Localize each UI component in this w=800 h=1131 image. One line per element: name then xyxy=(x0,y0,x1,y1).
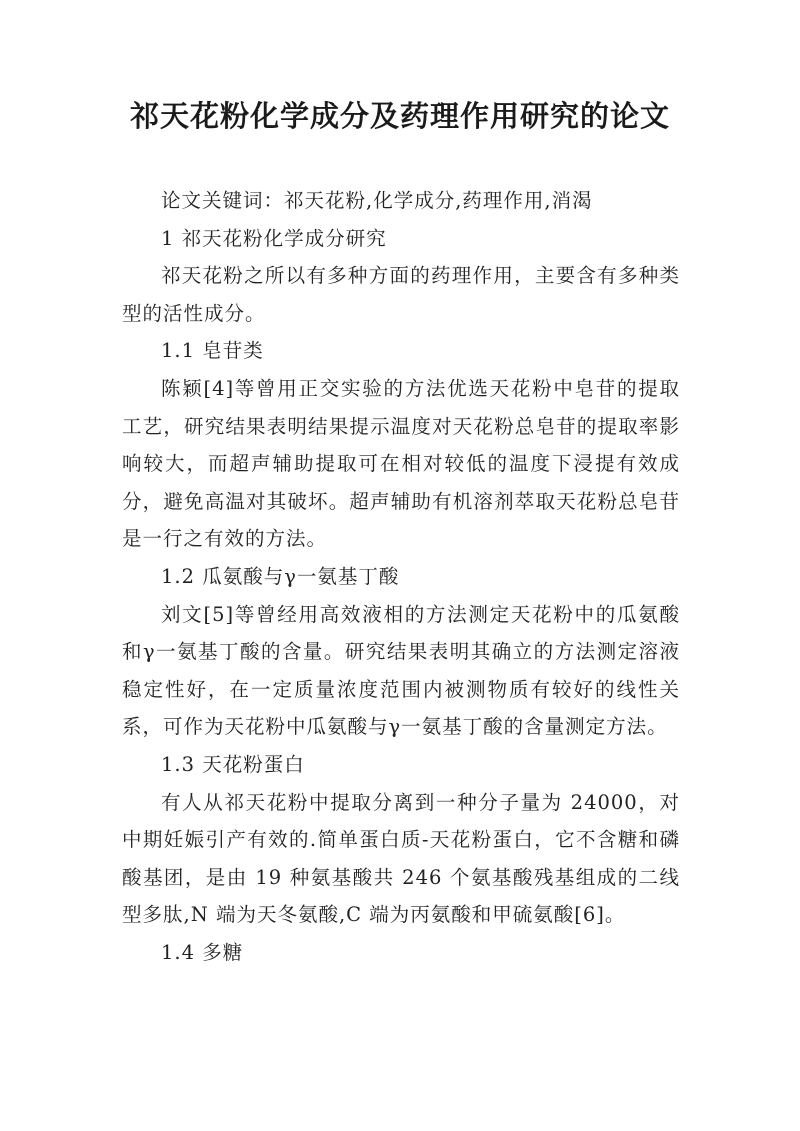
body-paragraph: 有人从祁天花粉中提取分离到一种分子量为 24000，对中期妊娠引产有效的.简单蛋白质-天花粉蛋白，它不含糖和磷酸基团，是由 19 种氨基酸共 246 个氨基酸残基组成的二线型多肽,N 端为天冬氨酸,C 端为丙氨酸和甲硫氨酸[6]。 xyxy=(122,790,680,927)
section-heading-1: 1 祁天花粉化学成分研究 xyxy=(161,226,387,250)
body-paragraph: 祁天花粉之所以有多种方面的药理作用，主要含有多种类型的活性成分。 xyxy=(122,264,680,325)
subsection-heading-1-1: 1.1 皂苷类 xyxy=(161,339,264,363)
subsection-heading-1-4: 1.4 多糖 xyxy=(161,940,244,964)
document-title: 祁天花粉化学成分及药理作用研究的论文 xyxy=(129,99,670,133)
keywords-paragraph: 论文关键词：祁天花粉,化学成分,药理作用,消渴 xyxy=(161,189,593,212)
body-paragraph: 刘文[5]等曾经用高效液相的方法测定天花粉中的瓜氨酸和γ一氨基丁酸的含量。研究结果表明其确立的方法测定溶液稳定性好，在一定质量浓度范围内被测物质有较好的线性关系，可作为天花粉中瓜氨酸与γ一氨基丁酸的含量测定方法。 xyxy=(122,602,680,739)
subsection-heading-1-3: 1.3 天花粉蛋白 xyxy=(161,752,305,776)
document-body xyxy=(122,182,680,971)
subsection-heading-1-2: 1.2 瓜氨酸与γ一氨基丁酸 xyxy=(161,564,400,588)
body-paragraph: 陈颖[4]等曾用正交实验的方法优选天花粉中皂苷的提取工艺，研究结果表明结果提示温度对天花粉总皂苷的提取率影响较大，而超声辅助提取可在相对较低的温度下浸提有效成分，避免高温对其破坏。超声辅助有机溶剂萃取天花粉总皂苷是一行之有效的方法。 xyxy=(122,376,680,551)
